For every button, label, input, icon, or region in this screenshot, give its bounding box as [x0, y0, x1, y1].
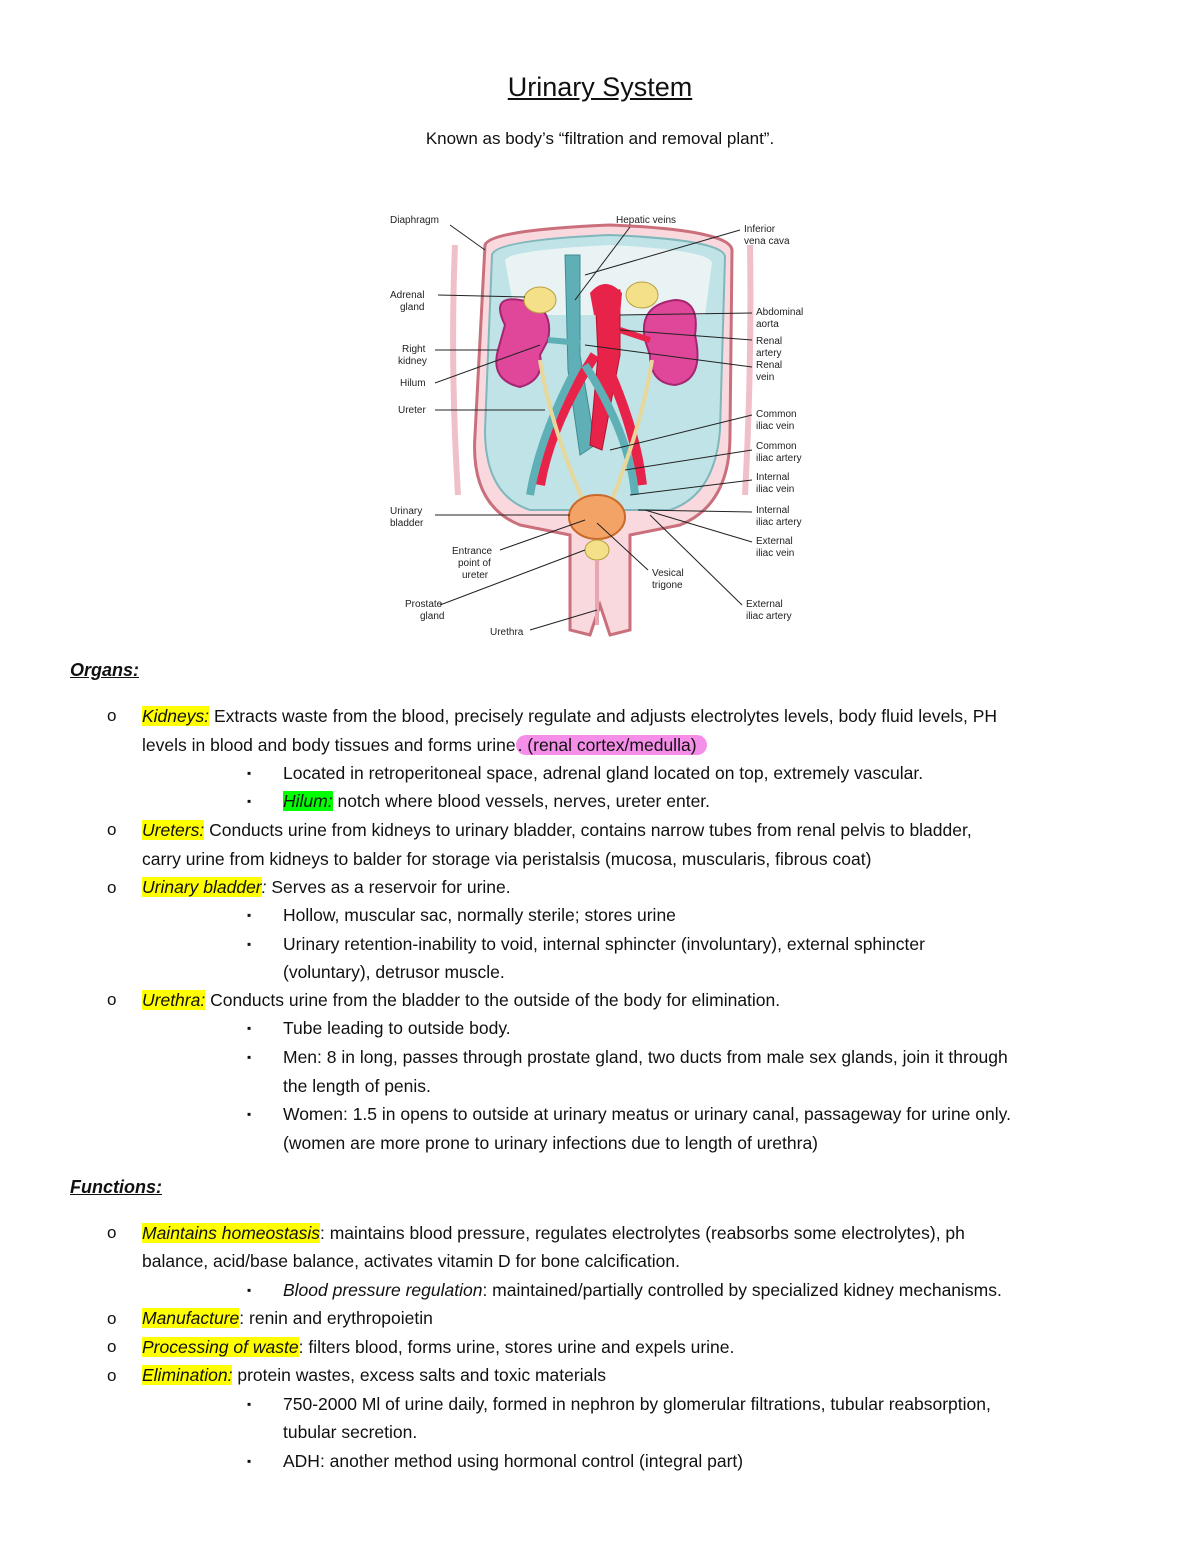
functions-heading: Functions:	[70, 1177, 162, 1197]
label-ureter: Ureter	[398, 405, 426, 416]
label-right-kidney: kidney	[398, 356, 427, 367]
urethra-sub-2b: the length of penis.	[283, 1076, 431, 1096]
prostate-shape	[585, 540, 609, 560]
label-common-1: Common	[756, 409, 797, 420]
bullet-outer: o	[107, 1337, 117, 1356]
kidneys-note: . (renal cortex/medulla)	[516, 735, 707, 755]
label-aorta: aorta	[756, 319, 779, 330]
kidneys-line-1	[142, 705, 997, 727]
bullet-inner: ▪	[247, 908, 252, 922]
label-diaphragm: Diaphragm	[390, 215, 439, 226]
bullet-inner: ▪	[247, 1021, 252, 1035]
urethra-text: Conducts urine from the bladder to the outside of the body for elimination.	[205, 990, 781, 1010]
ureters-line-1	[142, 819, 972, 841]
label-external-2: External	[746, 599, 783, 610]
label-bladder: bladder	[390, 518, 424, 529]
bladder-sub-2a: Urinary retention-inability to void, internal sphincter (involuntary), external sphincter	[283, 934, 925, 954]
bullet-outer: o	[107, 990, 117, 1009]
label-hepatic-veins: Hepatic veins	[616, 215, 677, 226]
urethra-term: Urethra:	[142, 990, 206, 1010]
bullet-outer: o	[107, 706, 117, 725]
label-prostate: Prostate	[405, 599, 443, 610]
ureters-term: Ureters:	[142, 820, 205, 840]
hilum-term: Hilum:	[283, 791, 333, 811]
label-iliac-vein-2: iliac vein	[756, 484, 795, 495]
label-right: Right	[402, 344, 426, 355]
diagram-svg	[380, 205, 820, 645]
label-adrenal-gland: gland	[400, 302, 425, 313]
label-iliac-artery-1: iliac artery	[756, 453, 802, 464]
manufacture-text: : renin and erythropoietin	[239, 1308, 433, 1328]
ureters-line-2: carry urine from kidneys to balder for storage via peristalsis (mucosa, muscularis, fibrous coat)	[142, 849, 872, 869]
waste-line	[142, 1336, 734, 1358]
label-internal-2: Internal	[756, 505, 790, 516]
homeostasis-text: : maintains blood pressure, regulates electrolytes (reabsorbs some electrolytes), ph	[320, 1223, 965, 1243]
label-prostate-gland: gland	[420, 611, 445, 622]
urethra-sub-3b: (women are more prone to urinary infections due to length of urethra)	[283, 1133, 819, 1153]
label-artery: artery	[756, 348, 782, 359]
manufacture-term: Manufacture	[142, 1308, 240, 1328]
kidneys-sub-2	[283, 790, 710, 812]
bullet-inner: ▪	[247, 1050, 252, 1064]
label-adrenal: Adrenal	[390, 290, 425, 301]
homeostasis-line-2: balance, acid/base balance, activates vitamin D for bone calcification.	[142, 1251, 680, 1271]
bullet-inner: ▪	[247, 1107, 252, 1121]
elimination-term: Elimination:	[142, 1365, 233, 1385]
bullet-outer: o	[107, 820, 117, 839]
urethra-sub-1: Tube leading to outside body.	[283, 1018, 511, 1038]
kidneys-sub-1: Located in retroperitoneal space, adrenal gland located on top, extremely vascular.	[283, 763, 924, 783]
label-ureter-entry: ureter	[462, 570, 489, 581]
label-iliac-vein-3: iliac vein	[756, 548, 795, 559]
label-abdominal: Abdominal	[756, 307, 804, 318]
bullet-outer: o	[107, 1366, 117, 1385]
label-external-1: External	[756, 536, 793, 547]
label-trigone: trigone	[652, 580, 683, 591]
label-renal-1: Renal	[756, 336, 783, 347]
bladder-sub-1: Hollow, muscular sac, normally sterile; stores urine	[283, 905, 676, 925]
label-vena-cava: vena cava	[744, 236, 790, 247]
organs-heading: Organs:	[70, 660, 140, 680]
bladder-sub-2b: (voluntary), detrusor muscle.	[283, 962, 505, 982]
homeostasis-sub-1	[283, 1279, 1002, 1301]
label-vesical: Vesical	[652, 568, 684, 579]
label-vein: vein	[756, 372, 775, 383]
bullet-inner: ▪	[247, 794, 252, 808]
bullet-inner: ▪	[247, 1454, 252, 1468]
homeostasis-term: Maintains homeostasis	[142, 1223, 320, 1243]
bladder-term: Urinary bladder	[142, 877, 262, 897]
waste-term: Processing of waste	[142, 1337, 299, 1357]
label-urinary: Urinary	[390, 506, 423, 517]
manufacture-line	[142, 1307, 433, 1329]
bp-term: Blood pressure regulation	[283, 1280, 483, 1300]
bullet-inner: ▪	[247, 1283, 252, 1297]
bullet-outer: o	[107, 1309, 117, 1328]
right-adrenal-shape	[524, 287, 556, 313]
page-subtitle: Known as body’s “filtration and removal plant”.	[425, 129, 775, 148]
bullet-inner: ▪	[247, 937, 252, 951]
left-flank	[453, 245, 458, 495]
label-hilum: Hilum	[400, 378, 426, 389]
label-internal-1: Internal	[756, 472, 790, 483]
label-common-2: Common	[756, 441, 797, 452]
elimination-text: protein wastes, excess salts and toxic materials	[232, 1365, 606, 1385]
bladder-text: Serves as a reservoir for urine.	[266, 877, 511, 897]
renal-vein-right	[548, 340, 580, 343]
ureters-text: Conducts urine from kidneys to urinary bladder, contains narrow tubes from renal pelvis to bladder,	[204, 820, 972, 840]
urethra-sub-2a: Men: 8 in long, passes through prostate gland, two ducts from male sex glands, join it through	[283, 1047, 1008, 1067]
homeostasis-line-1	[142, 1222, 965, 1244]
right-flank	[745, 245, 750, 495]
urethra-sub-3a: Women: 1.5 in opens to outside at urinary meatus or urinary canal, passageway for urine only.	[283, 1104, 1011, 1124]
label-point-of: point of	[458, 558, 491, 569]
urinary-system-diagram	[380, 205, 820, 645]
elimination-sub-1b: tubular secretion.	[283, 1422, 418, 1442]
elimination-sub-1a: 750-2000 Ml of urine daily, formed in nephron by glomerular filtrations, tubular reabsorption,	[283, 1394, 991, 1414]
kidneys-term: Kidneys:	[142, 706, 210, 726]
urethra-line	[142, 989, 780, 1011]
bp-text: : maintained/partially controlled by specialized kidney mechanisms.	[482, 1280, 1002, 1300]
page-title: Urinary System	[507, 72, 693, 102]
label-urethra: Urethra	[490, 627, 524, 638]
bullet-outer: o	[107, 878, 117, 897]
bullet-inner: ▪	[247, 766, 252, 780]
label-entrance: Entrance	[452, 546, 493, 557]
label-iliac-artery-2: iliac artery	[756, 517, 802, 528]
kidneys-text: Extracts waste from the blood, precisely regulate and adjusts electrolytes levels, body fluid levels, PH	[209, 706, 998, 726]
label-iliac-artery-3: iliac artery	[746, 611, 792, 622]
bullet-outer: o	[107, 1223, 117, 1242]
bladder-shape	[569, 495, 625, 539]
elimination-line	[142, 1364, 606, 1386]
kidneys-line-2	[142, 734, 707, 756]
label-renal-2: Renal	[756, 360, 783, 371]
bladder-colon: :	[261, 877, 267, 897]
bullet-inner: ▪	[247, 1397, 252, 1411]
aortic-arch	[590, 284, 622, 315]
left-adrenal-shape	[626, 282, 658, 308]
waste-text: : filters blood, forms urine, stores urine and expels urine.	[298, 1337, 735, 1357]
kidneys-text-2: levels in blood and body tissues and forms urine	[142, 735, 516, 755]
label-iliac-vein-1: iliac vein	[756, 421, 795, 432]
label-inferior: Inferior	[744, 224, 776, 235]
bladder-line	[142, 876, 511, 898]
elimination-sub-2: ADH: another method using hormonal control (integral part)	[283, 1451, 744, 1471]
hilum-text: notch where blood vessels, nerves, ureter enter.	[332, 791, 711, 811]
